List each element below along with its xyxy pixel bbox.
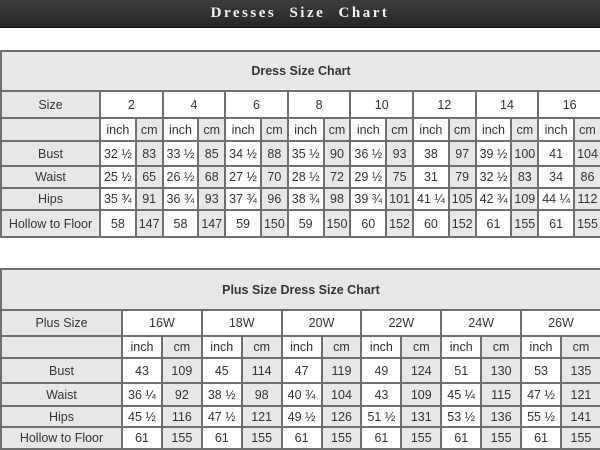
value-cell: 150: [261, 210, 288, 237]
value-cell: 43: [361, 383, 401, 406]
value-cell: 147: [136, 210, 163, 237]
value-cell: 59: [288, 210, 324, 237]
unit-header-inch: inch: [413, 118, 449, 141]
value-cell: 155: [162, 427, 202, 449]
value-cell: 155: [511, 210, 538, 237]
size-row-label: Size: [1, 91, 100, 118]
value-cell: 109: [401, 383, 441, 406]
value-cell: 38 ½: [202, 383, 242, 406]
value-cell: 60: [413, 210, 449, 237]
value-cell: 147: [198, 210, 225, 237]
value-cell: 152: [449, 210, 476, 237]
unit-header-cm: cm: [261, 118, 288, 141]
dress-size-chart-table: [0, 50, 600, 238]
row-label: Waist: [1, 166, 100, 188]
value-cell: 26 ½: [163, 166, 199, 188]
value-cell: 32 ½: [476, 166, 512, 188]
value-cell: 104: [574, 141, 600, 166]
value-cell: 96: [261, 188, 288, 210]
value-cell: 61: [441, 427, 481, 449]
size-col-header: 24W: [441, 310, 521, 336]
value-cell: 29 ½: [350, 166, 386, 188]
value-cell: 41 ¼: [413, 188, 449, 210]
value-cell: 155: [401, 427, 441, 449]
unit-header-inch: inch: [282, 336, 322, 358]
value-cell: 124: [401, 358, 441, 383]
value-cell: 35 ¾: [100, 188, 136, 210]
value-cell: 155: [481, 427, 521, 449]
size-col-header: 18W: [202, 310, 282, 336]
value-cell: 49: [361, 358, 401, 383]
row-label: Hips: [1, 406, 122, 427]
value-cell: 39 ½: [476, 141, 512, 166]
unit-header-inch: inch: [122, 336, 162, 358]
value-cell: 100: [511, 141, 538, 166]
value-cell: 61: [282, 427, 322, 449]
value-cell: 79: [449, 166, 476, 188]
unit-header-cm: cm: [386, 118, 413, 141]
size-col-header: 8: [288, 91, 351, 118]
value-cell: 97: [449, 141, 476, 166]
value-cell: 35 ½: [288, 141, 324, 166]
size-col-header: 22W: [361, 310, 441, 336]
value-cell: 155: [322, 427, 362, 449]
value-cell: 61: [476, 210, 512, 237]
value-cell: 121: [561, 383, 600, 406]
size-col-header: 10: [350, 91, 413, 118]
value-cell: 59: [225, 210, 261, 237]
value-cell: 31: [413, 166, 449, 188]
unit-header-inch: inch: [476, 118, 512, 141]
value-cell: 72: [324, 166, 351, 188]
value-cell: 115: [481, 383, 521, 406]
row-label: Bust: [1, 358, 122, 383]
value-cell: 61: [361, 427, 401, 449]
value-cell: 116: [162, 406, 202, 427]
value-cell: 90: [324, 141, 351, 166]
value-cell: 40 ¾: [282, 383, 322, 406]
plus-size-dress-size-chart-table: [0, 268, 600, 450]
unit-header-cm: cm: [401, 336, 441, 358]
unit-header-cm: cm: [449, 118, 476, 141]
value-cell: 155: [561, 427, 600, 449]
value-cell: 75: [386, 166, 413, 188]
size-col-header: 4: [163, 91, 226, 118]
unit-header-inch: inch: [288, 118, 324, 141]
value-cell: 49 ½: [282, 406, 322, 427]
value-cell: 98: [324, 188, 351, 210]
row-label: Bust: [1, 141, 100, 166]
value-cell: 45 ½: [122, 406, 162, 427]
value-cell: 38 ¾: [288, 188, 324, 210]
value-cell: 51: [441, 358, 481, 383]
value-cell: 55 ½: [521, 406, 561, 427]
value-cell: 53: [521, 358, 561, 383]
value-cell: 61: [202, 427, 242, 449]
value-cell: 36 ¼: [122, 383, 162, 406]
size-col-header: 6: [225, 91, 288, 118]
unit-header-inch: inch: [100, 118, 136, 141]
unit-header-cm: cm: [561, 336, 600, 358]
unit-header-inch: inch: [538, 118, 574, 141]
unit-header-cm: cm: [322, 336, 362, 358]
value-cell: 114: [242, 358, 282, 383]
value-cell: 86: [574, 166, 600, 188]
value-cell: 45 ¼: [441, 383, 481, 406]
value-cell: 109: [511, 188, 538, 210]
value-cell: 42 ¾: [476, 188, 512, 210]
value-cell: 155: [574, 210, 600, 237]
size-table: [0, 268, 600, 450]
value-cell: 88: [261, 141, 288, 166]
value-cell: 28 ½: [288, 166, 324, 188]
row-label: Waist: [1, 383, 122, 406]
unit-header-inch: inch: [163, 118, 199, 141]
value-cell: 130: [481, 358, 521, 383]
size-col-header: 14: [476, 91, 539, 118]
value-cell: 135: [561, 358, 600, 383]
value-cell: 58: [100, 210, 136, 237]
value-cell: 27 ½: [225, 166, 261, 188]
unit-header-cm: cm: [198, 118, 225, 141]
value-cell: 92: [162, 383, 202, 406]
row-label: Hips: [1, 188, 100, 210]
value-cell: 83: [136, 141, 163, 166]
value-cell: 41: [538, 141, 574, 166]
value-cell: 38: [413, 141, 449, 166]
value-cell: 70: [261, 166, 288, 188]
value-cell: 119: [322, 358, 362, 383]
value-cell: 112: [574, 188, 600, 210]
table-title: Dress Size Chart: [1, 51, 600, 91]
unit-header-inch: inch: [225, 118, 261, 141]
size-row-label: Plus Size: [1, 310, 122, 336]
unit-header-cm: cm: [574, 118, 600, 141]
size-col-header: 16W: [122, 310, 202, 336]
unit-row-spacer: [1, 118, 100, 141]
unit-header-cm: cm: [324, 118, 351, 141]
unit-header-cm: cm: [481, 336, 521, 358]
row-label: Hollow to Floor: [1, 427, 122, 449]
value-cell: 61: [521, 427, 561, 449]
unit-header-cm: cm: [511, 118, 538, 141]
row-label: Hollow to Floor: [1, 210, 100, 237]
value-cell: 98: [242, 383, 282, 406]
value-cell: 141: [561, 406, 600, 427]
value-cell: 136: [481, 406, 521, 427]
value-cell: 45: [202, 358, 242, 383]
unit-header-cm: cm: [242, 336, 282, 358]
unit-header-inch: inch: [350, 118, 386, 141]
unit-header-inch: inch: [361, 336, 401, 358]
unit-row-spacer: [1, 336, 122, 358]
unit-header-cm: cm: [162, 336, 202, 358]
value-cell: 61: [122, 427, 162, 449]
unit-header-inch: inch: [441, 336, 481, 358]
value-cell: 126: [322, 406, 362, 427]
value-cell: 36 ¾: [163, 188, 199, 210]
value-cell: 109: [162, 358, 202, 383]
value-cell: 33 ½: [163, 141, 199, 166]
value-cell: 93: [386, 141, 413, 166]
value-cell: 25 ½: [100, 166, 136, 188]
value-cell: 44 ¼: [538, 188, 574, 210]
value-cell: 53 ½: [441, 406, 481, 427]
value-cell: 37 ¾: [225, 188, 261, 210]
unit-header-inch: inch: [202, 336, 242, 358]
value-cell: 83: [511, 166, 538, 188]
size-col-header: 12: [413, 91, 476, 118]
value-cell: 152: [386, 210, 413, 237]
value-cell: 43: [122, 358, 162, 383]
value-cell: 150: [324, 210, 351, 237]
value-cell: 93: [198, 188, 225, 210]
value-cell: 61: [538, 210, 574, 237]
value-cell: 131: [401, 406, 441, 427]
value-cell: 51 ½: [361, 406, 401, 427]
size-col-header: 20W: [282, 310, 362, 336]
value-cell: 85: [198, 141, 225, 166]
value-cell: 104: [322, 383, 362, 406]
value-cell: 36 ½: [350, 141, 386, 166]
value-cell: 47 ½: [202, 406, 242, 427]
unit-header-inch: inch: [521, 336, 561, 358]
value-cell: 39 ¾: [350, 188, 386, 210]
value-cell: 34 ½: [225, 141, 261, 166]
table-title: Plus Size Dress Size Chart: [1, 269, 600, 310]
value-cell: 65: [136, 166, 163, 188]
value-cell: 34: [538, 166, 574, 188]
value-cell: 105: [449, 188, 476, 210]
value-cell: 60: [350, 210, 386, 237]
value-cell: 32 ½: [100, 141, 136, 166]
value-cell: 91: [136, 188, 163, 210]
size-table: [0, 50, 600, 238]
value-cell: 47: [282, 358, 322, 383]
size-col-header: 2: [100, 91, 163, 118]
page-header-bar: [0, 0, 600, 28]
unit-header-cm: cm: [136, 118, 163, 141]
page-title: Dresses Size Chart: [210, 5, 390, 21]
value-cell: 121: [242, 406, 282, 427]
value-cell: 155: [242, 427, 282, 449]
size-col-header: 16: [538, 91, 600, 118]
value-cell: 47 ½: [521, 383, 561, 406]
value-cell: 68: [198, 166, 225, 188]
size-col-header: 26W: [521, 310, 600, 336]
value-cell: 101: [386, 188, 413, 210]
value-cell: 58: [163, 210, 199, 237]
